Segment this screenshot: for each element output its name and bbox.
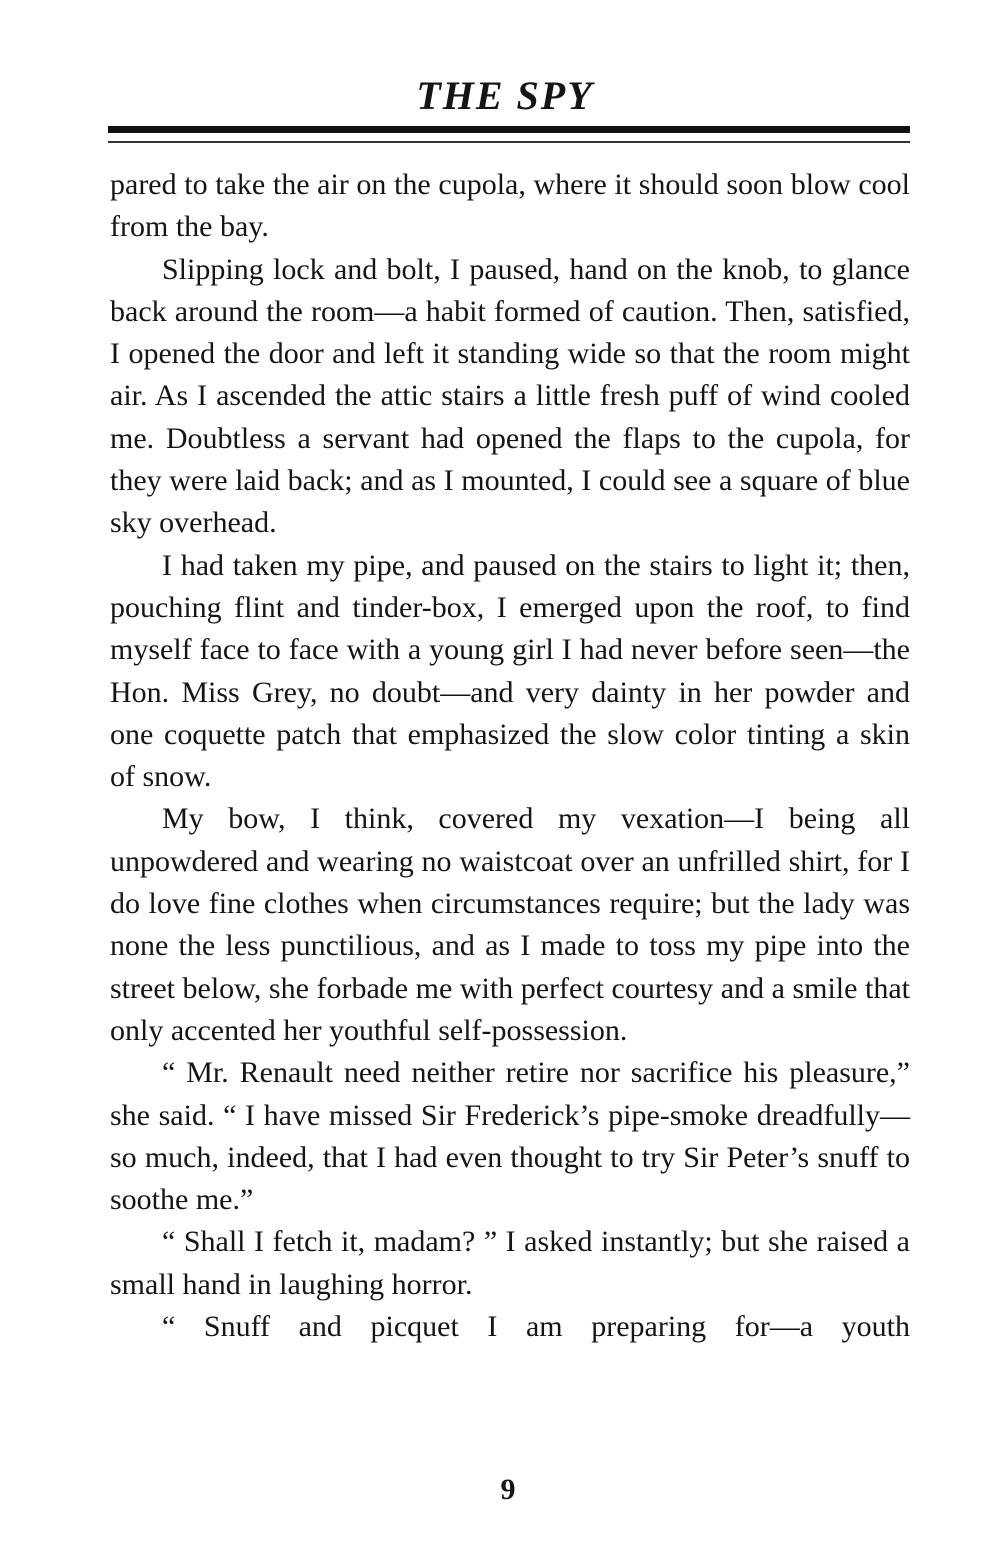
page-number: 9: [500, 1473, 516, 1506]
paragraph-6: “ Shall I fetch it, madam? ” I asked instantly; but she raised a small hand in laughing horror.: [110, 1225, 910, 1301]
running-header-title: THE SPY: [416, 73, 594, 118]
header-rule-thin: [108, 141, 910, 143]
paragraph-5: “ Mr. Renault need neither retire nor sacrifice his pleasure,” she said. “ I have missed Sir Frederick’s pipe-smoke dreadfully—so much, indeed, that I had even thought to try Sir Peter’s snuff to soothe me.”: [110, 1056, 910, 1217]
paragraph-2: Slipping lock and bolt, I paused, hand on the knob, to glance back around the room—a habit formed of caution. Then, satisfied, I opened the door and left it standing wide so that the room might air. As I ascended the attic stairs a little fresh puff of wind cooled me. Doubtless a servant had opened the flaps to the cupola, for they were laid back; and as I mounted, I could see a square of blue sky overhead.: [110, 252, 910, 540]
page-body: [110, 164, 910, 1348]
paragraph-7: “ Snuff and picquet I am preparing for—a youth: [162, 1310, 910, 1344]
paragraph-3: I had taken my pipe, and paused on the stairs to light it; then, pouching flint and tinder-box, I emerged upon the roof, to find myself face to face with a young girl I had never before seen—the Hon. Miss Grey, no doubt—and very dainty in her powder and one coquette patch that emphasized the slow color tinting a skin of snow.: [110, 548, 910, 794]
header-rule-thick: [108, 126, 910, 133]
paragraph-4: My bow, I think, covered my vexation—I being all unpowdered and wearing no waistcoat over an unfrilled shirt, for I do love fine clothes when circumstances require; but the lady was none the less punctilious, and as I made to toss my pipe into the street below, she forbade me with perfect courtesy and a smile that only accented her youthful self-possession.: [110, 802, 910, 1047]
paragraph-1: pared to take the air on the cupola, where it should soon blow cool from the bay.: [110, 168, 910, 244]
